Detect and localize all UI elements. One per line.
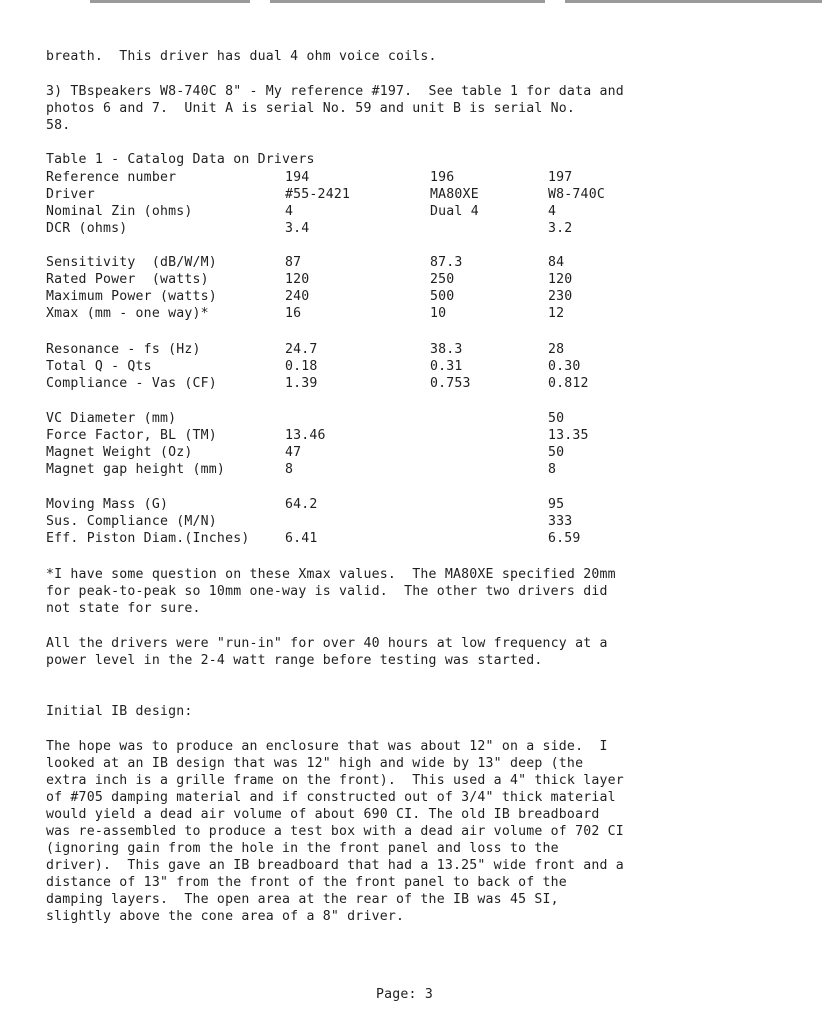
body-line-9: distance of 13" from the front of the front panel to back of the	[46, 875, 567, 890]
col-197-value: 4	[548, 204, 557, 219]
row-label: Magnet Weight (Oz)	[46, 445, 193, 460]
table-row	[0, 358, 822, 375]
col-197-value: 28	[548, 342, 565, 357]
col-196-value: 250	[430, 272, 455, 287]
table-row	[0, 271, 822, 288]
table-row	[0, 288, 822, 305]
row-label: Force Factor, BL (TM)	[46, 428, 217, 443]
table-row	[0, 203, 822, 220]
col-197-value: 50	[548, 445, 565, 460]
body-line-8: driver). This gave an IB breadboard that had a 13.25" wide front and a	[46, 858, 624, 873]
col-194-value: 87	[285, 255, 302, 270]
row-label: Total Q - Qts	[46, 359, 152, 374]
row-label: Maximum Power (watts)	[46, 289, 217, 304]
col-194-value: 120	[285, 272, 310, 287]
item3-line-1: 3) TBspeakers W8-740C 8" - My reference #197. See table 1 for data and	[46, 84, 624, 99]
body-line-11: slightly above the cone area of a 8" driver.	[46, 909, 405, 924]
col-194-value: 47	[285, 445, 302, 460]
row-label: Nominal Zin (ohms)	[46, 204, 193, 219]
col-197-value: 3.2	[548, 221, 573, 236]
col-197-value: 333	[548, 514, 573, 529]
body-line-10: damping layers. The open area at the rear of the IB was 45 SI,	[46, 892, 559, 907]
row-label: VC Diameter (mm)	[46, 411, 177, 426]
col-197-value: 0.812	[548, 376, 589, 391]
item3-line-2: photos 6 and 7. Unit A is serial No. 59 and unit B is serial No.	[46, 101, 576, 116]
table-row	[0, 305, 822, 322]
col-197-value: W8-740C	[548, 187, 605, 202]
body-line-2: looked at an IB design that was 12" high and wide by 13" deep (the	[46, 756, 584, 771]
runin-line-1: All the drivers were "run-in" for over 40 hours at low frequency at a	[46, 636, 608, 651]
table-row	[0, 254, 822, 271]
col-197-value: 120	[548, 272, 573, 287]
body-line-5: would yield a dead air volume of about 690 CI. The old IB breadboard	[46, 807, 600, 822]
col-194-value: 4	[285, 204, 294, 219]
table-row	[0, 427, 822, 444]
body-line-1: The hope was to produce an enclosure that was about 12" on a side. I	[46, 739, 608, 754]
col-196-value: 10	[430, 306, 447, 321]
body-line-6: was re-assembled to produce a test box with a dead air volume of 702 CI	[46, 824, 624, 839]
col-194-value: 194	[285, 170, 310, 185]
row-label: Sensitivity (dB/W/M)	[46, 255, 217, 270]
table-row	[0, 530, 822, 547]
col-194-value: 24.7	[285, 342, 318, 357]
table-row	[0, 496, 822, 513]
row-label: Magnet gap height (mm)	[46, 462, 226, 477]
row-label: Eff. Piston Diam.(Inches)	[46, 531, 250, 546]
table-row	[0, 375, 822, 392]
table-row	[0, 186, 822, 203]
col-196-value: 87.3	[430, 255, 463, 270]
intro-line: breath. This driver has dual 4 ohm voice coils.	[46, 49, 437, 64]
table-row	[0, 410, 822, 427]
col-197-value: 95	[548, 497, 565, 512]
row-label: Rated Power (watts)	[46, 272, 209, 287]
runin-line-2: power level in the 2-4 watt range before testing was started.	[46, 653, 543, 668]
col-194-value: 3.4	[285, 221, 310, 236]
table-title: Table 1 - Catalog Data on Drivers	[46, 152, 315, 167]
col-196-value: Dual 4	[430, 204, 479, 219]
item3-line-3: 58.	[46, 118, 71, 133]
col-194-value: 1.39	[285, 376, 318, 391]
col-197-value: 12	[548, 306, 565, 321]
row-label: Compliance - Vas (CF)	[46, 376, 217, 391]
col-196-value: 500	[430, 289, 455, 304]
row-label: Reference number	[46, 170, 177, 185]
row-label: Driver	[46, 187, 95, 202]
body-line-7: (ignoring gain from the hole in the front panel and loss to the	[46, 841, 559, 856]
body-line-3: extra inch is a grille frame on the front). This used a 4" thick layer	[46, 773, 624, 788]
col-194-value: 16	[285, 306, 302, 321]
table-row	[0, 444, 822, 461]
row-label: DCR (ohms)	[46, 221, 128, 236]
col-194-value: 64.2	[285, 497, 318, 512]
col-197-value: 50	[548, 411, 565, 426]
col-197-value: 197	[548, 170, 573, 185]
col-197-value: 0.30	[548, 359, 581, 374]
row-label: Resonance - fs (Hz)	[46, 342, 201, 357]
table-row	[0, 169, 822, 186]
col-194-value: 0.18	[285, 359, 318, 374]
col-194-value: #55-2421	[285, 187, 351, 202]
col-194-value: 240	[285, 289, 310, 304]
col-197-value: 84	[548, 255, 565, 270]
col-196-value: MA80XE	[430, 187, 479, 202]
row-label: Moving Mass (G)	[46, 497, 169, 512]
page-number: Page: 3	[376, 987, 433, 1002]
row-label: Sus. Compliance (M/N)	[46, 514, 217, 529]
col-194-value: 6.41	[285, 531, 318, 546]
col-197-value: 230	[548, 289, 573, 304]
scan-top-border	[0, 0, 822, 3]
section-heading: Initial IB design:	[46, 704, 193, 719]
col-196-value: 0.753	[430, 376, 471, 391]
col-196-value: 0.31	[430, 359, 463, 374]
table-row	[0, 341, 822, 358]
col-196-value: 196	[430, 170, 455, 185]
col-197-value: 13.35	[548, 428, 589, 443]
table-row	[0, 461, 822, 478]
col-194-value: 8	[285, 462, 294, 477]
table-row	[0, 220, 822, 237]
body-line-4: of #705 damping material and if constructed out of 3/4" thick material	[46, 790, 616, 805]
col-197-value: 8	[548, 462, 557, 477]
footnote-line-2: for peak-to-peak so 10mm one-way is valid. The other two drivers did	[46, 584, 608, 599]
footnote-line-3: not state for sure.	[46, 601, 201, 616]
row-label: Xmax (mm - one way)*	[46, 306, 209, 321]
col-197-value: 6.59	[548, 531, 581, 546]
col-196-value: 38.3	[430, 342, 463, 357]
table-row	[0, 513, 822, 530]
col-194-value: 13.46	[285, 428, 326, 443]
footnote-line-1: *I have some question on these Xmax values. The MA80XE specified 20mm	[46, 567, 616, 582]
